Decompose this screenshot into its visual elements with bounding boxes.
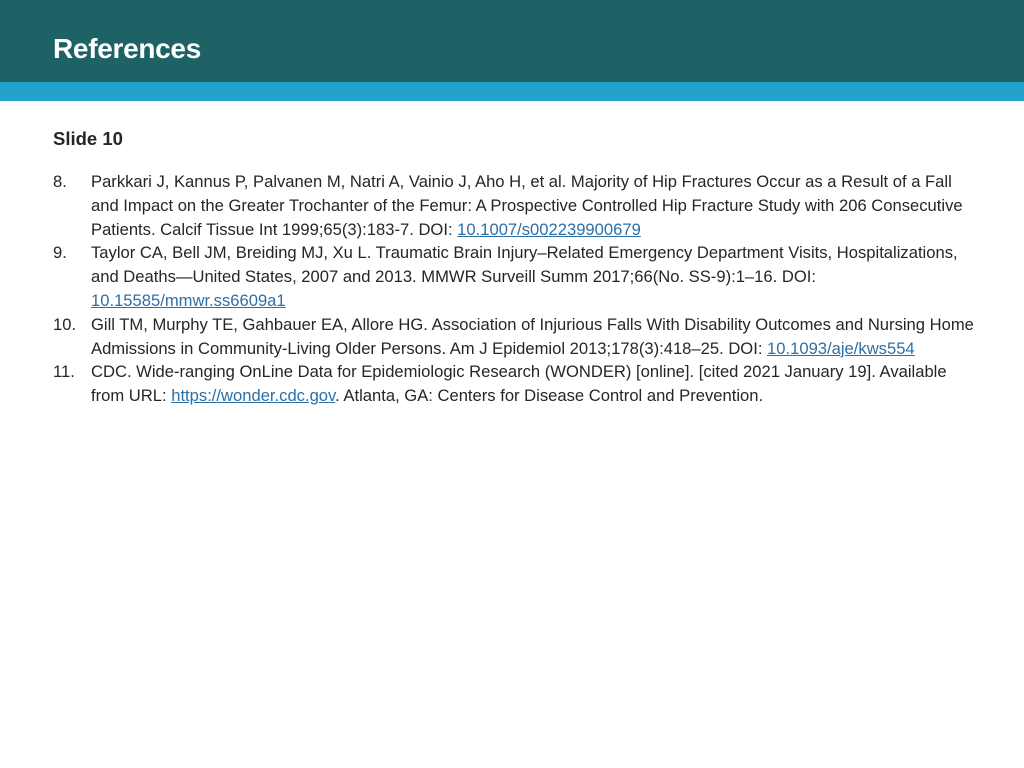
doi-link[interactable]: 10.15585/mmwr.ss6609a1: [91, 290, 286, 310]
reference-item-11: [53, 360, 983, 408]
reference-text: Parkkari J, Kannus P, Palvanen M, Natri A, Vainio J, Aho H, et al. Majority of Hip Fractures Occur as a Result of a Fall and Impact on the Greater Trochanter of the Femur: A Prospective Controlled Hip Fracture Study with 206 Consecutive Patients. Calcif Tissue Int 1999;65(3):183-7. DOI:: [91, 172, 963, 239]
slide-subheading: Slide 10: [53, 128, 123, 149]
reference-item-8: [53, 170, 983, 241]
wonder-url-link[interactable]: https://wonder.cdc.gov: [171, 386, 336, 406]
accent-stripe: [0, 82, 1024, 101]
reference-number: 11.: [53, 362, 75, 382]
doi-link[interactable]: 10.1007/s002239900679: [457, 219, 641, 239]
doi-link[interactable]: 10.1093/aje/kws554: [767, 338, 915, 358]
reference-list: [53, 170, 983, 408]
reference-text: Gill TM, Murphy TE, Gahbauer EA, Allore HG. Association of Injurious Falls With Disability Outcomes and Nursing Home Admissions in Community-Living Older Persons. Am J Epidemiol 2013;178(3):418–25. DOI:: [91, 314, 974, 358]
reference-number: 9.: [53, 243, 67, 263]
reference-text: CDC. Wide-ranging OnLine Data for Epidemiologic Research (WONDER) [online]. [cited 2021 January 19]. Available from URL:: [91, 362, 947, 406]
reference-text: Taylor CA, Bell JM, Breiding MJ, Xu L. Traumatic Brain Injury–Related Emergency Department Visits, Hospitalizations, and Deaths—United States, 2007 and 2013. MMWR Surveill Summ 2017;66(No. SS-9):1–16. DOI:: [91, 243, 958, 287]
reference-item-9: [53, 241, 983, 312]
reference-number: 8.: [53, 172, 67, 191]
reference-trailing-text: . Atlanta, GA: Centers for Disease Control and Prevention.: [335, 386, 764, 406]
title-bar: [0, 0, 1024, 82]
reference-item-10: [53, 313, 983, 361]
page-title: References: [53, 33, 201, 64]
reference-number: 10.: [53, 314, 77, 334]
